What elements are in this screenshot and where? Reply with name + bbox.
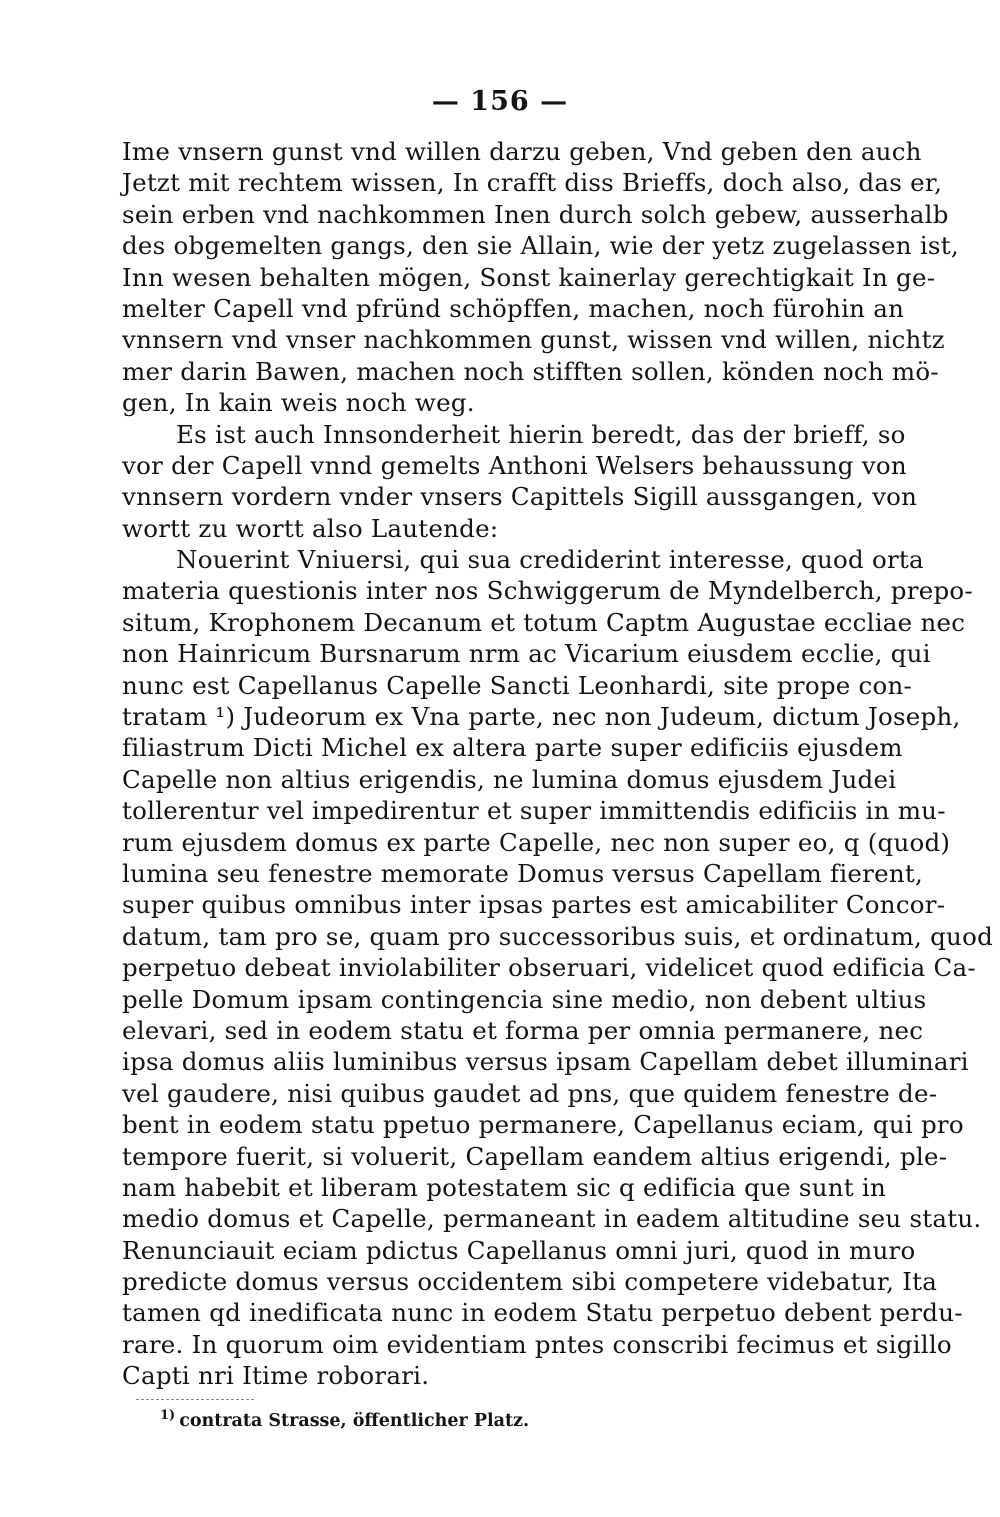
text-line: Renunciauit eciam pdictus Capellanus omni juri, quod in muro [122,1235,916,1265]
text-line: Jetzt mit rechtem wissen, In crafft diss Brieffs, doch also, das er, [122,168,943,198]
footnote-divider [136,1399,254,1400]
text-line: Inn wesen behalten mögen, Sonst kainerlay gerechtigkait In ge- [122,262,936,292]
text-line: nunc est Capellanus Capelle Sancti Leonhardi, site prope con- [122,670,913,700]
text-line: melter Capell vnd pfründ schöpffen, machen, noch fürohin an [122,293,905,323]
text-line: sein erben vnd nachkommen Inen durch solch gebew, ausserhalb [122,199,949,229]
text-line: ipsa domus aliis luminibus versus ipsam Capellam debet illuminari [122,1047,969,1077]
footnote-mark: 1) [160,1408,176,1424]
text-line: pelle Domum ipsam contingencia sine medio, non debent ultius [122,984,927,1014]
text-line: vnnsern vnd vnser nachkommen gunst, wissen vnd willen, nichtz [122,325,945,355]
text-line: vor der Capell vnnd gemelts Anthoni Welsers behaussung von [122,450,907,480]
text-line: situm, Krophonem Decanum et totum Captm Augustae eccliae nec [122,607,966,637]
text-line: datum, tam pro se, quam pro successoribus suis, et ordinatum, quod [122,921,994,951]
text-line: medio domus et Capelle, permaneant in eadem altitudine seu statu. [122,1204,982,1234]
text-line: Nouerint Vniuersi, qui sua crediderint interesse, quod orta [176,545,924,575]
text-line: tollerentur vel impedirentur et super immittendis edificiis in mu- [122,796,946,826]
text-line: perpetuo debeat inviolabiliter obseruari, videlicet quod edificia Ca- [122,953,976,983]
text-line: elevari, sed in eodem statu et forma per omnia permanere, nec [122,1015,924,1045]
text-line: Es ist auch Innsonderheit hierin beredt, das der brieff, so [176,419,906,449]
text-line: rare. In quorum oim evidentiam pntes conscribi fecimus et sigillo [122,1329,952,1359]
text-line: predicte domus versus occidentem sibi competere videbatur, Ita [122,1267,938,1297]
text-line: non Hainricum Bursnarum nrm ac Vicarium eiusdem ecclie, qui [122,639,931,669]
text-line: tempore fuerit, si voluerit, Capellam eandem altius erigendi, ple- [122,1141,948,1171]
text-line: Capti nri Itime roborari. [122,1361,430,1391]
text-line: mer darin Bawen, machen noch stifften sollen, könden noch mö- [122,356,939,386]
text-line: wortt zu wortt also Lautende: [122,513,499,543]
text-line: vel gaudere, nisi quibus gaudet ad pns, que quidem fenestre de- [122,1078,938,1108]
text-line: Capelle non altius erigendis, ne lumina domus ejusdem Judei [122,764,897,794]
text-line: lumina seu fenestre memorate Domus versus Capellam fierent, [122,858,924,888]
text-line: gen, In kain weis noch weg. [122,388,475,418]
text-line: nam habebit et liberam potestatem sic q edificia que sunt in [122,1172,887,1202]
text-line: materia questionis inter nos Schwiggerum de Myndelberch, prepo- [122,576,973,606]
footnote [160,1410,529,1432]
text-line: tratam ¹) Judeorum ex Vna parte, nec non Judeum, dictum Joseph, [122,702,961,732]
body-text [122,136,994,1392]
text-line: rum ejusdem domus ex parte Capelle, nec non super eo, q (quod) [122,827,951,857]
text-line: vnnsern vordern vnder vnsers Capittels Sigill aussgangen, von [122,482,918,512]
text-line: super quibus omnibus inter ipsas partes est amicabiliter Concor- [122,890,946,920]
text-line: Ime vnsern gunst vnd willen darzu geben, Vnd geben den auch [122,137,922,166]
page-number: — 156 — [431,86,569,117]
text-line: filiastrum Dicti Michel ex altera parte super edificiis ejusdem [122,733,903,763]
footnote-text: contrata Strasse, öffentlicher Platz. [179,1411,530,1431]
text-line: bent in eodem statu ppetuo permanere, Capellanus eciam, qui pro [122,1110,964,1140]
text-line: tamen qd inedificata nunc in eodem Statu perpetuo debent perdu- [122,1298,963,1328]
text-line: des obgemelten gangs, den sie Allain, wie der yetz zugelassen ist, [122,231,959,261]
